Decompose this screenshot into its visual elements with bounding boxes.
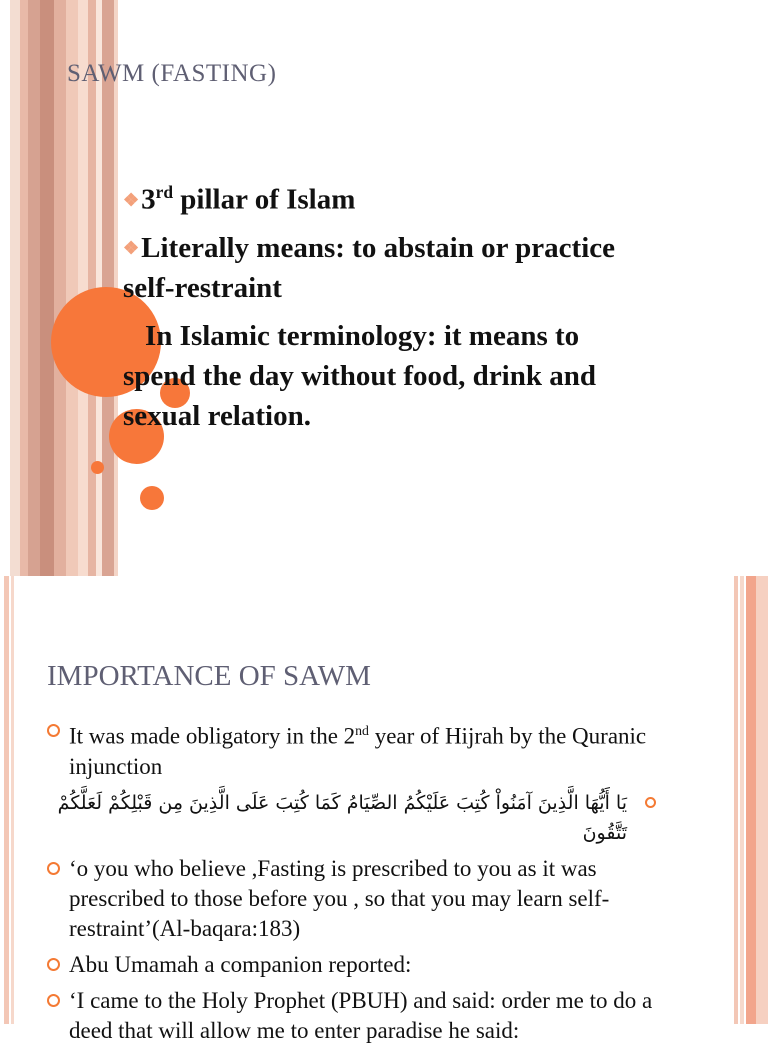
paragraph: In Islamic terminology: it means to spend the day without food, drink and sexual relation.: [123, 319, 597, 432]
left-stripe: [11, 576, 14, 1024]
list-item: It was made obligatory in the 2nd year of Hijrah by the Quranic injunction: [47, 716, 687, 782]
list-item: ‘o you who believe ,Fasting is prescribed to you as it was prescribed to those before you , so that you may learn self-restraint’(Al-baqara:183): [47, 854, 687, 944]
ring-bullet-icon: [47, 994, 60, 1007]
ring-bullet-icon: [47, 862, 60, 875]
bullet-point: ❖3rd pillar of Islam: [123, 182, 356, 216]
right-stripe: [734, 576, 738, 1024]
diamond-bullet-icon: ❖: [123, 237, 140, 258]
bullet-point: ❖Literally means: to abstain or practice self-restraint: [123, 231, 615, 304]
ring-bullet-icon: [47, 724, 60, 737]
bullet-list: [47, 716, 687, 1052]
right-stripe: [756, 576, 768, 1024]
list-item: ‘I came to the Holy Prophet (PBUH) and said: order me to do a deed that will allow me to enter paradise he said:: [47, 986, 687, 1046]
decorative-circle-small-2: [140, 486, 164, 510]
slide-body: [123, 172, 643, 444]
slide-title: SAWM (FASTING): [67, 60, 277, 87]
slide-title: IMPORTANCE OF SAWM: [47, 660, 371, 692]
right-stripe: [740, 576, 744, 1024]
decorative-circle-tiny: [91, 461, 104, 474]
diamond-bullet-icon: ❖: [123, 189, 140, 210]
left-stripe: [4, 576, 9, 1024]
ring-bullet-icon: [645, 797, 656, 808]
arabic-verse: يَا أَيُّهَا الَّذِينَ آمَنُواْ كُتِبَ عَلَيْكُمُ الصِّيَامُ كَمَا كُتِبَ عَلَى الَّذِينَ مِن قَبْلِكُمْ لَعَلَّكُمْ تَتَّقُونَ: [57, 791, 627, 844]
ring-bullet-icon: [47, 958, 60, 971]
list-item-arabic: [47, 788, 687, 848]
list-item: Abu Umamah a companion reported:: [47, 950, 687, 980]
right-stripe: [746, 576, 756, 1024]
slide-2: [0, 576, 768, 1043]
